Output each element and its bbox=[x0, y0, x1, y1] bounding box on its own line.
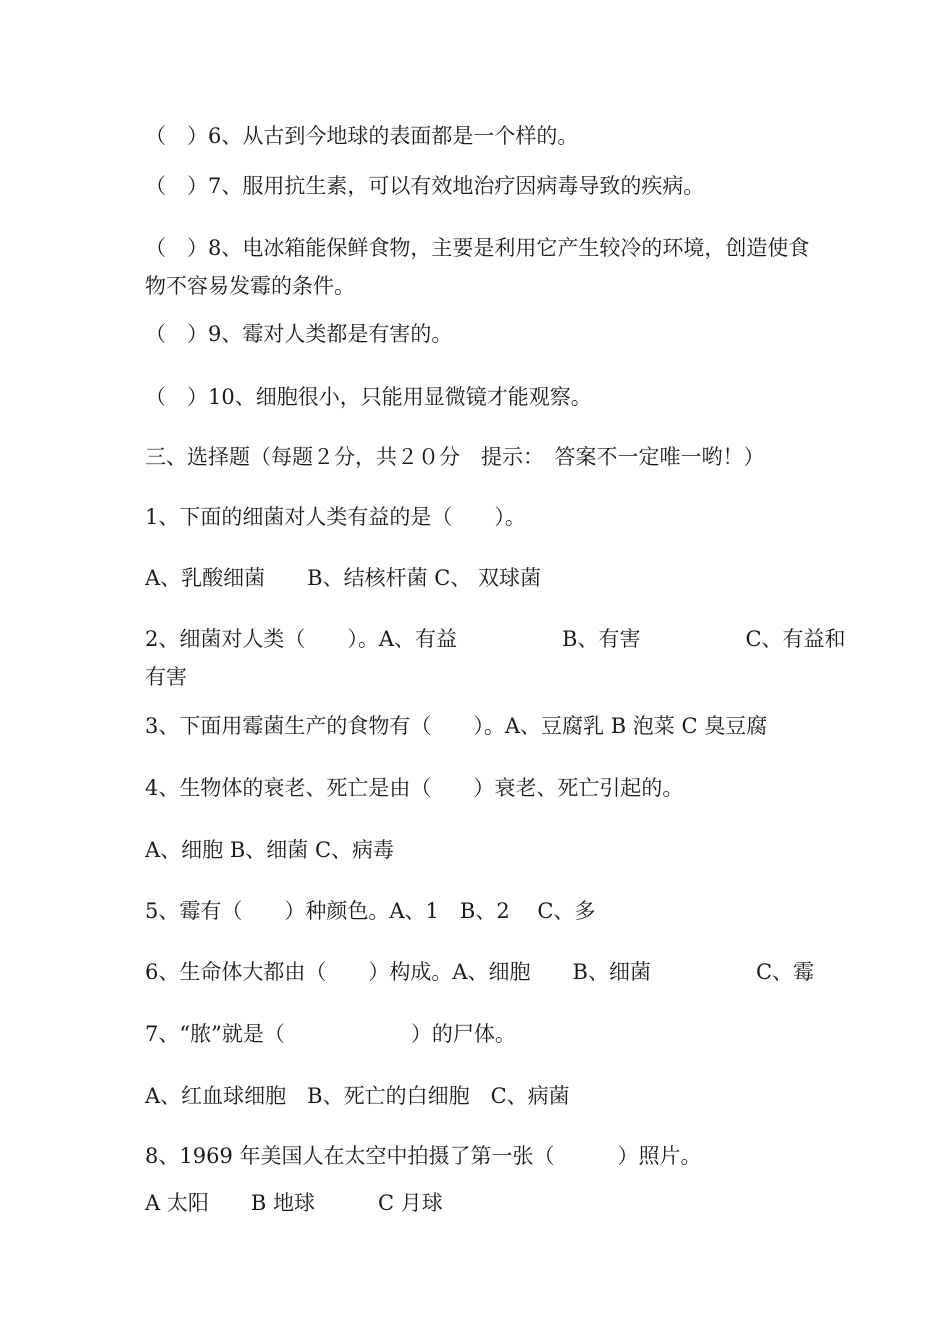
question-choice-2-line1: 2、细菌对人类（ ）。A、有益 B、有害 C、有益和 bbox=[145, 627, 846, 651]
question-judge-7: （ ）7、服用抗生素，可以有效地治疗因病毒导致的疾病。 bbox=[145, 174, 705, 198]
question-judge-8-line2: 物不容易发霉的条件。 bbox=[145, 274, 355, 298]
question-choice-3: 3、下面用霉菌生产的食物有（ ）。A、豆腐乳 B 泡菜 C 臭豆腐 bbox=[145, 714, 768, 738]
question-judge-10: （ ）10、细胞很小，只能用显微镜才能观察。 bbox=[145, 385, 592, 409]
question-choice-5: 5、霉有（ ）种颜色。A、1 B、2 C、多 bbox=[145, 899, 596, 923]
question-judge-9: （ ）9、霉对人类都是有害的。 bbox=[145, 322, 453, 346]
question-choice-2-line2: 有害 bbox=[145, 665, 187, 689]
question-choice-1-options: A、乳酸细菌 B、结核杆菌 C、 双球菌 bbox=[145, 566, 542, 590]
question-choice-4: 4、生物体的衰老、死亡是由（ ）衰老、死亡引起的。 bbox=[145, 776, 684, 800]
question-choice-8-options: A 太阳 B 地球 C 月球 bbox=[145, 1191, 443, 1215]
question-choice-7-options: A、红血球细胞 B、死亡的白细胞 C、病菌 bbox=[145, 1084, 570, 1108]
question-choice-8: 8、1969 年美国人在太空中拍摄了第一张（ ）照片。 bbox=[145, 1144, 702, 1168]
question-judge-6: （ ）6、从古到今地球的表面都是一个样的。 bbox=[145, 124, 579, 148]
question-choice-1: 1、下面的细菌对人类有益的是（ ）。 bbox=[145, 505, 526, 529]
question-choice-7: 7、“脓”就是（ ）的尸体。 bbox=[145, 1022, 516, 1046]
question-judge-8-line1: （ ）8、电冰箱能保鲜食物，主要是利用它产生较冷的环境，创造使食 bbox=[145, 236, 810, 260]
question-choice-4-options: A、细胞 B、细菌 C、病毒 bbox=[145, 838, 395, 862]
question-choice-6: 6、生命体大都由（ ）构成。A、细胞 B、细菌 C、霉 bbox=[145, 960, 815, 984]
section-heading-choice: 三、选择题（每题２分，共２０分 提示： 答案不一定唯一哟！） bbox=[145, 445, 765, 469]
